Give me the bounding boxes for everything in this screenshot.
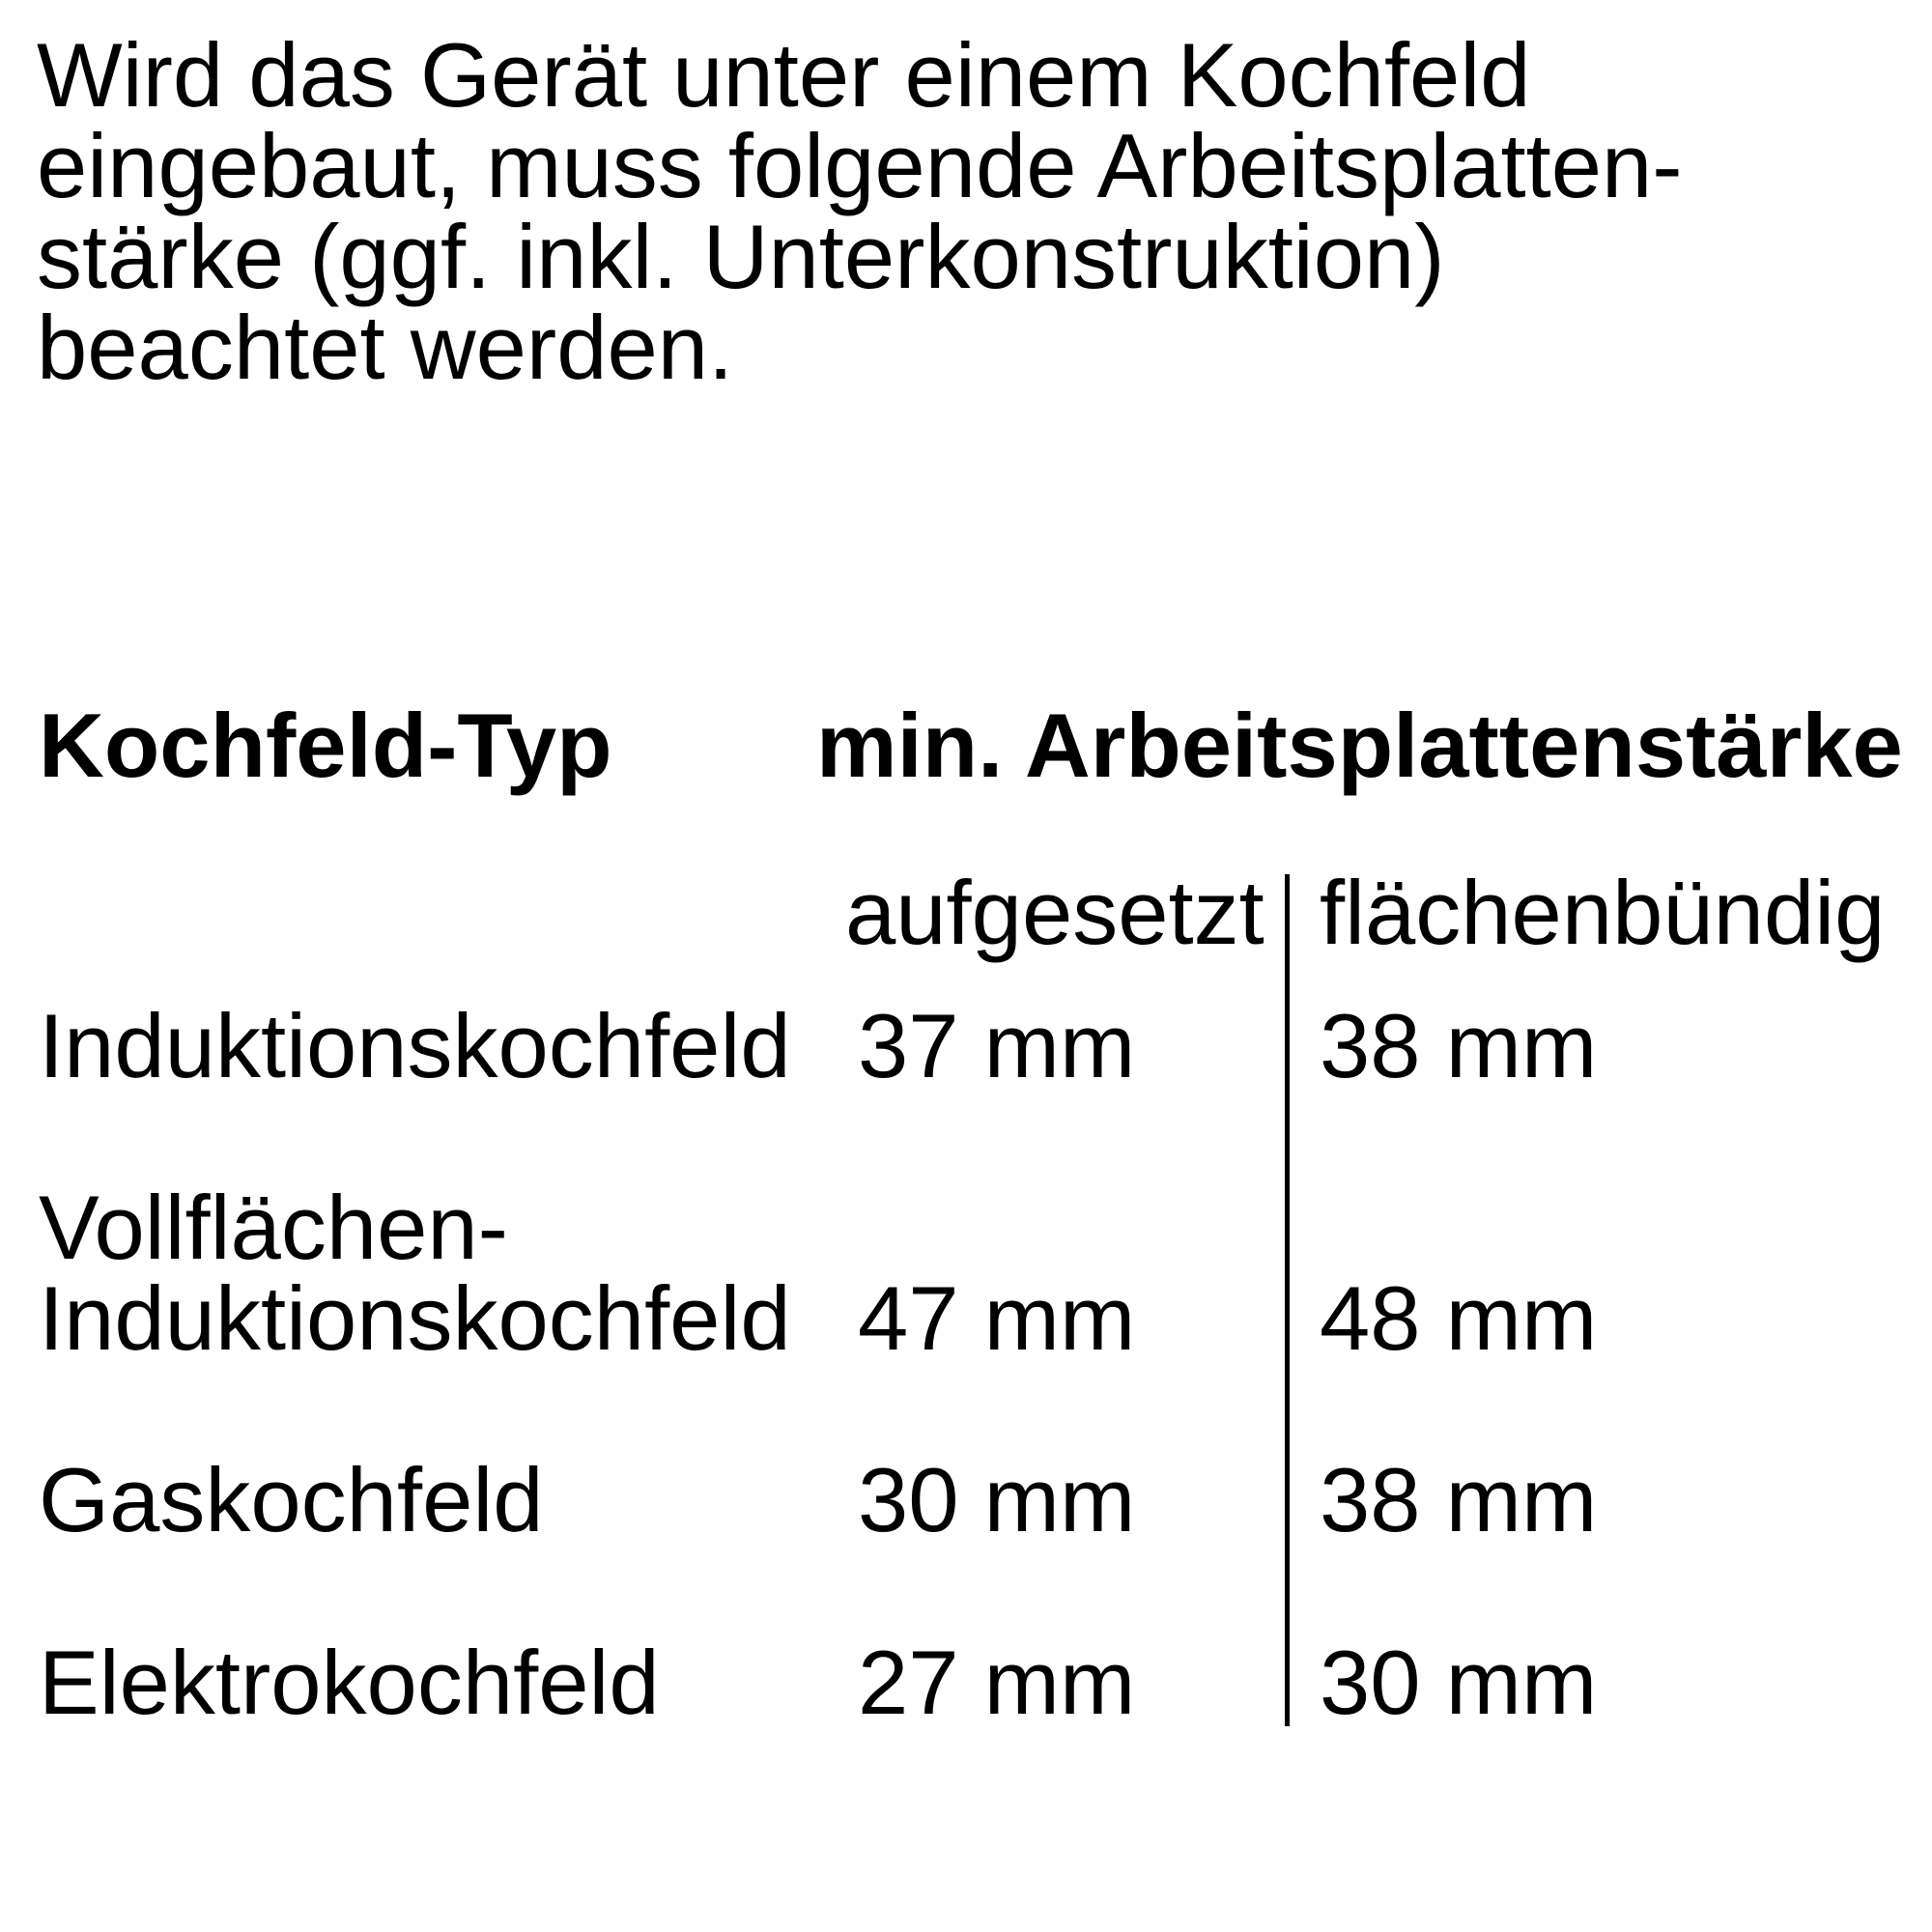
table-row: [0, 1632, 1932, 1733]
row-value-flaechenbuendig: 38 mm: [1320, 995, 1598, 1096]
column-header-min-arbeitsplattenstaerke: min. Arbeitsplattenstärke: [816, 695, 1903, 796]
row-type-label: Induktionskochfeld: [39, 1267, 791, 1369]
row-value-aufgesetzt: 47 mm: [858, 1267, 1136, 1369]
subheader-aufgesetzt: aufgesetzt: [845, 862, 1264, 963]
row-value-flaechenbuendig: 30 mm: [1320, 1632, 1598, 1733]
row-type-label: Elektrokochfeld: [39, 1632, 660, 1733]
table-row: [0, 1267, 1932, 1369]
intro-line: beachtet werden.: [37, 297, 734, 398]
row-value-flaechenbuendig: 38 mm: [1320, 1449, 1598, 1550]
row-value-flaechenbuendig: 48 mm: [1320, 1267, 1598, 1369]
row-type-label: Gaskochfeld: [39, 1449, 544, 1550]
row-type-label-line1: Vollflächen-: [39, 1177, 508, 1278]
table-header-row: [0, 695, 1932, 796]
row-value-aufgesetzt: 30 mm: [858, 1449, 1136, 1550]
subheader-flaechenbuendig: flächenbündig: [1320, 862, 1886, 963]
column-header-kochfeld-typ: Kochfeld-Typ: [39, 695, 612, 796]
intro-line: stärke (ggf. inkl. Unterkonstruktion): [37, 206, 1445, 307]
row-value-aufgesetzt: 27 mm: [858, 1632, 1136, 1733]
row-value-aufgesetzt: 37 mm: [858, 995, 1136, 1096]
table-row: [0, 1449, 1932, 1550]
table-row: [0, 995, 1932, 1096]
intro-line: eingebaut, muss folgende Arbeitsplatten-: [37, 115, 1683, 216]
intro-paragraph: [37, 24, 1683, 398]
table-subheader-row: [0, 862, 1932, 963]
row-type-label: Induktionskochfeld: [39, 995, 791, 1096]
intro-line: Wird das Gerät unter einem Kochfeld: [37, 24, 1531, 126]
table-row-label-line: [0, 1177, 1932, 1278]
